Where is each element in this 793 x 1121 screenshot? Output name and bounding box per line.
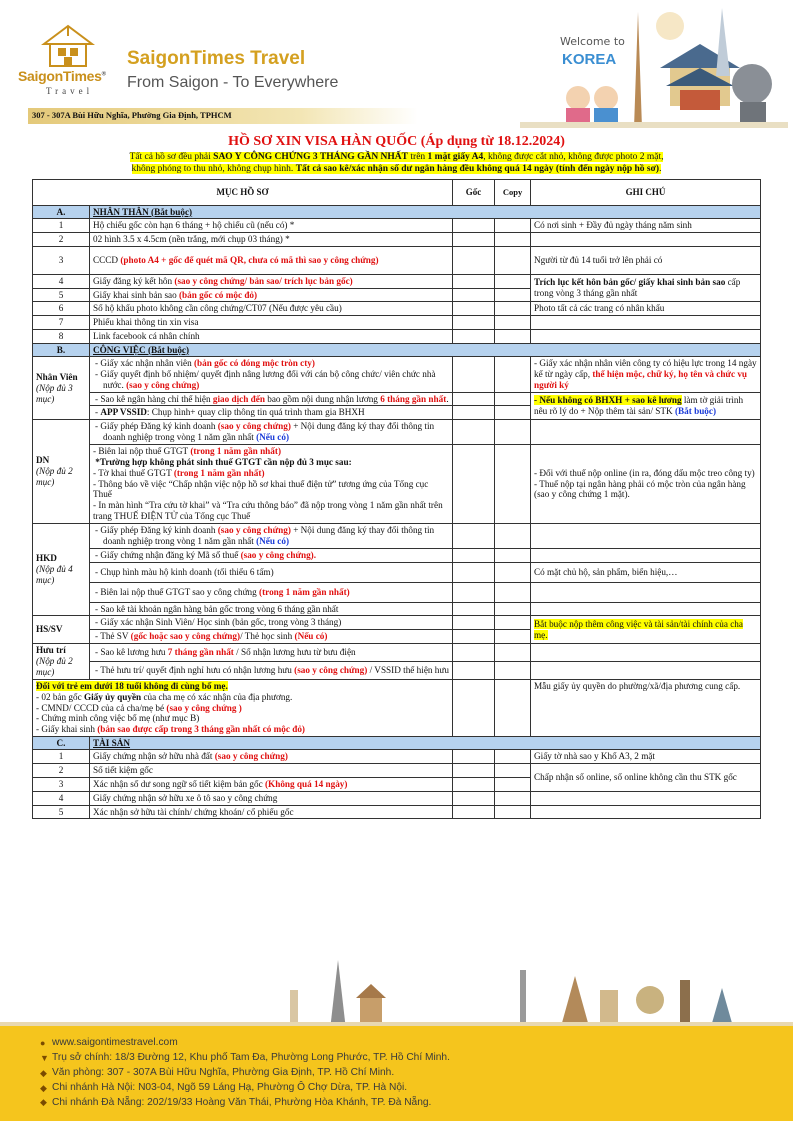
table-row: - Thẻ hưu trí/ quyết định nghỉ hưu có nhận lương hưu (sao y công chứng) / VSSID thể hiện hưu: [33, 661, 761, 679]
section-c-header: C. TÀI SẢN: [33, 737, 761, 750]
table-row: - Chụp hình màu hộ kinh doanh (tối thiểu 6 tấm) Có mặt chủ hộ, sản phẩm, biển hiệu,…: [33, 562, 761, 582]
group-student: HS/SV: [33, 616, 90, 644]
table-row: 1 Giấy chứng nhận sở hữu nhà đất (sao y công chứng) Giấy tờ nhà sao y Khổ A3, 2 mặt: [33, 750, 761, 764]
world-landmarks-illustration: [0, 960, 793, 1030]
page-header: [0, 0, 793, 130]
document-checklist-table: [32, 179, 761, 819]
table-header: [33, 180, 761, 206]
group-employee: Nhân Viên (Nộp đủ 3 mục): [33, 357, 90, 420]
korea-title: KOREA: [562, 51, 617, 68]
table-row: Hưu trí (Nộp đủ 2 mục) - Sao kê lương hưu 7 tháng gần nhất / Sổ nhận lương hưu từ bưu điện: [33, 644, 761, 662]
table-row: 6 Sổ hộ khẩu photo không cần công chứng/CT07 (Nếu được yêu cầu) Photo tất cả các trang có nhân khẩu: [33, 302, 761, 316]
footer-danang: ◆ Chi nhánh Đà Nẵng: 202/19/33 Hoàng Văn Thái, Phường Hòa Khánh, TP. Đà Nẵng.: [40, 1096, 432, 1108]
brand-name: SaigonTimes Travel: [127, 48, 306, 69]
group-household-business: HKD (Nộp đủ 4 mục): [33, 524, 90, 616]
table-row: DN (Nộp đủ 2 mục) - Giấy phép Đăng ký kinh doanh (sao y công chứng) + Nội dung đăng ký thay đổi thông tin doanh nghiệp trong vòng 1 năm gần nhất (Nếu có): [33, 420, 761, 445]
footer-office: ◆ Văn phòng: 307 - 307A Bùi Hữu Nghĩa, Phường Gia Định, TP. Hồ Chí Minh.: [40, 1066, 395, 1078]
table-row: - APP VSSID: Chụp hình+ quay clip thông tin quá trình tham gia BHXH: [33, 406, 761, 420]
table-row: - Giấy chứng nhận đăng ký Mã số thuế (sao y công chứng).: [33, 548, 761, 562]
location-pin-icon: ▼: [40, 1052, 49, 1063]
logo-subtitle: Travel: [46, 86, 94, 96]
table-row: 4 Giấy đăng ký kết hôn (sao y công chứng/ bản sao/ trích lục bản gốc) Trích lục kết hôn bản gốc/ giấy khai sinh bản sao cấp trong vòng 3 tháng gần nhất: [33, 274, 761, 288]
table-row: 2 02 hình 3.5 x 4.5cm (nền trắng, mới chụp 03 tháng) *: [33, 232, 761, 246]
phone-icon: ◆: [40, 1082, 47, 1093]
table-row: Nhân Viên (Nộp đủ 3 mục) - Giấy xác nhận nhân viên (bản gốc có đóng mộc tròn cty) - Giấy quyết định bổ nhiệm/ quyết định nâng lương đối với cán bộ công chức/ viên chức nhà nước. (sao y công chứng) - Giấy xác nhận nhân viên công ty có hiệu lực trong 14 ngày kể từ ngày cấp, thể hiện mộc, chữ ký, họ tên và chức vụ người ký: [33, 357, 761, 393]
table-row: - Biên lai nộp thuế GTGT sao y công chứng (trong 1 năm gần nhất): [33, 582, 761, 602]
table-row-minor: Đối với trẻ em dưới 18 tuổi không đi cùng bố mẹ. - 02 bản gốc Giấy ủy quyền của cha mẹ có xác nhận của địa phương. - CMND/ CCCD của cả cha/mẹ bé (sao y công chứng ) - Chứng minh công việc bố mẹ (như mục B) - Giấy khai sinh (bản sao được cấp trong 3 tháng gần nhất có mộc đỏ) Mẫu giấy ủy quyền do phường/xã/địa phương cung cấp.: [33, 679, 761, 736]
intro-note: Tất cả hồ sơ đều phải SAO Y CÔNG CHỨNG 3 THÁNG GẦN NHẤT trên 1 mặt giấy A4, không được cắt nhỏ, không được photo 2 mặt, không phóng to thu nhỏ, không chụp hình. Tất cả sao kê/xác nhận số dư ngân hàng đều không quá 14 ngày (tính đến ngày nộp hồ sơ).: [129, 152, 664, 174]
footer-hq: ▼ Trụ sở chính: 18/3 Đường 12, Khu phố Tam Đa, Phường Long Phước, TP. Hồ Chí Minh.: [40, 1051, 450, 1063]
section-b-header: B. CÔNG VIỆC (Bắt buộc): [33, 344, 761, 357]
logo-house-icon: [40, 24, 96, 68]
table-row: 8 Link facebook cá nhân chính: [33, 330, 761, 344]
section-a-header: A. NHÂN THÂN (Bắt buộc): [33, 206, 761, 219]
col-header-copy: Copy: [495, 180, 531, 206]
korea-illustration: [520, 6, 788, 128]
phone-icon: ◆: [40, 1067, 47, 1078]
phone-icon: ◆: [40, 1097, 47, 1108]
table-row: 5 Xác nhận sở hữu tài chính/ chứng khoán/ cổ phiếu gốc: [33, 805, 761, 819]
group-retiree: Hưu trí (Nộp đủ 2 mục): [33, 644, 90, 680]
table-row: 5 Giấy khai sinh bản sao (bản gốc có mộc đỏ): [33, 288, 761, 302]
table-row: HS/SV - Giấy xác nhận Sinh Viên/ Học sinh (bản gốc, trong vòng 3 tháng) Bắt buộc nộp thêm công việc và tài sản/tài chính của cha mẹ.: [33, 616, 761, 630]
korea-landmarks-icon: [520, 6, 788, 128]
table-row: 3 CCCD (photo A4 + gốc để quét mã QR, chưa có mã thì sao y công chứng) Người từ đủ 14 tuổi trở lên phải có: [33, 246, 761, 274]
table-row: 3 Xác nhận số dư song ngữ sổ tiết kiệm bản gốc (Không quá 14 ngày): [33, 777, 761, 791]
header-address: 307 - 307A Bùi Hữu Nghĩa, Phường Gia Định, TPHCM: [28, 108, 418, 124]
table-row: HKD (Nộp đủ 4 mục) - Giấy phép Đăng ký kinh doanh (sao y công chứng) + Nội dung đăng ký thay đổi thông tin doanh nghiệp trong vòng 1 năm gần nhất (Nếu có): [33, 524, 761, 549]
logo-word: SaigonTimes®: [18, 68, 106, 84]
group-business: DN (Nộp đủ 2 mục): [33, 420, 90, 524]
table-row: - Biên lai nộp thuế GTGT (trong 1 năm gần nhất) *Trường hợp không phát sinh thuế GTGT cần nộp đủ 3 mục sau: - Tờ khai thuế GTGT (trong 1 năm gần nhất) - Thông báo về việc “Chấp nhận việc nộp hồ sơ khai thuế điện tử” tương ứng của Tổng cục Thuế - In màn hình “Tra cứu tờ khai” và “Tra cứu thông báo” đã nộp trong vòng 1 năm gần nhất trên trang THUẾ ĐIỆN TỬ của Tổng cục Thuế - Đối với thuế nộp online (in ra, đóng dấu mộc treo công ty) - Thuế nộp tại ngân hàng phải có mộc tròn của ngân hàng (sao y công chứng 1 mặt).: [33, 445, 761, 524]
table-row: 7 Phiếu khai thông tin xin visa: [33, 316, 761, 330]
col-header-note: GHI CHÚ: [531, 180, 761, 206]
page-title: HỒ SƠ XIN VISA HÀN QUỐC (Áp dụng từ 18.12.2024): [228, 134, 565, 149]
korea-welcome-text: Welcome to: [560, 35, 625, 48]
table-row: - Thẻ SV (gốc hoặc sao y công chứng)/ Thẻ học sinh (Nếu có): [33, 630, 761, 644]
footer-hanoi: ◆ Chi nhánh Hà Nội: N03-04, Ngõ 59 Láng Hạ, Phường Ô Chợ Dừa, TP. Hà Nội.: [40, 1081, 408, 1093]
page-footer: [0, 1026, 793, 1121]
table-row: 2 Sổ tiết kiệm gốc Chấp nhận sổ online, sổ online không cần thu STK gốc: [33, 763, 761, 777]
table-row: - Sao kê tài khoản ngân hàng bản gốc trong vòng 6 tháng gần nhất: [33, 602, 761, 616]
company-logo: [18, 24, 118, 106]
table-row: 4 Giấy chứng nhận sở hữu xe ô tô sao y công chứng: [33, 791, 761, 805]
col-header-original: Gốc: [453, 180, 495, 206]
col-header-item: MỤC HỒ SƠ: [33, 180, 453, 206]
brand-slogan: From Saigon - To Everywhere: [127, 74, 339, 91]
table-row: 1 Hộ chiếu gốc còn hạn 6 tháng + hộ chiếu cũ (nếu có) * Có nơi sinh + Đầy đủ ngày tháng năm sinh: [33, 219, 761, 233]
footer-website: ● www.saigontimestravel.com: [40, 1037, 178, 1048]
globe-icon: ●: [40, 1037, 46, 1048]
table-row: - Sao kê ngân hàng chỉ thể hiện giao dịch đến bao gồm nội dung nhận lương 6 tháng gần nhất. - Nếu không có BHXH + sao kê lương làm tờ giải trình nêu rõ lý do + Nộp thêm tài sản/ STK (Bắt buộc): [33, 392, 761, 406]
